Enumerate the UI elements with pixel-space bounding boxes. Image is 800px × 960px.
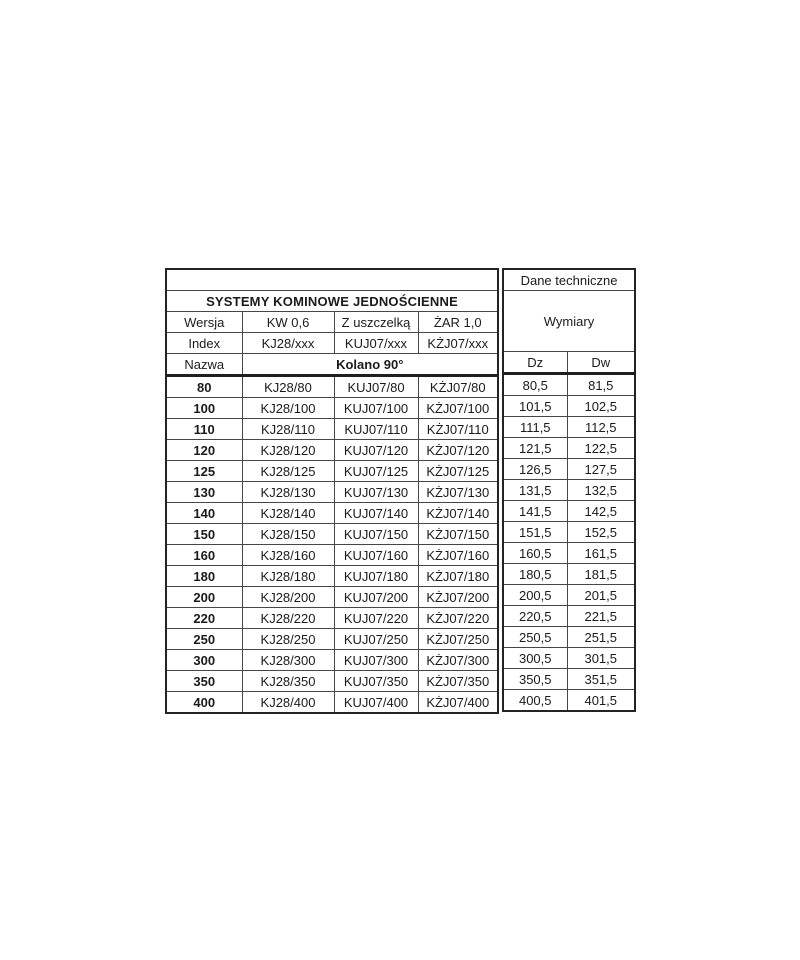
kj28-cell: KJ28/220	[242, 608, 334, 629]
wymiary-row	[503, 291, 635, 352]
dz-cell: 101,5	[503, 396, 567, 417]
dz-cell: 121,5	[503, 438, 567, 459]
dimensions-row	[503, 627, 635, 648]
nazwa-cell: 150	[166, 524, 242, 545]
technical-data-table	[502, 268, 636, 712]
table-row	[166, 440, 498, 461]
kuj07-cell: KUJ07/180	[334, 566, 418, 587]
dz-cell: 126,5	[503, 459, 567, 480]
kuj07-cell: KUJ07/400	[334, 692, 418, 714]
kuj07-cell: KUJ07/100	[334, 398, 418, 419]
empty-header-cell	[166, 269, 498, 291]
kzj07-cell: KŻJ07/350	[418, 671, 498, 692]
nazwa-cell: 300	[166, 650, 242, 671]
dz-dw-row	[503, 352, 635, 374]
dimensions-row	[503, 564, 635, 585]
kzj07-cell: KŻJ07/250	[418, 629, 498, 650]
nazwa-cell: 80	[166, 376, 242, 398]
nazwa-cell: 400	[166, 692, 242, 714]
kj28-cell: KJ28/120	[242, 440, 334, 461]
kzj07-cell: KŻJ07/120	[418, 440, 498, 461]
nazwa-cell: 125	[166, 461, 242, 482]
nazwa-cell: 140	[166, 503, 242, 524]
left-table-header	[166, 269, 498, 376]
nazwa-cell: 350	[166, 671, 242, 692]
dw-cell: 251,5	[567, 627, 635, 648]
right-table-header	[503, 269, 635, 374]
dw-cell: 132,5	[567, 480, 635, 501]
nazwa-cell: 250	[166, 629, 242, 650]
kuj07-cell: KUJ07/350	[334, 671, 418, 692]
wersja-label: Wersja	[166, 312, 242, 333]
kzj07-cell: KŻJ07/180	[418, 566, 498, 587]
dimensions-row	[503, 501, 635, 522]
dw-cell: 351,5	[567, 669, 635, 690]
dimensions-row	[503, 543, 635, 564]
kzj07-cell: KŻJ07/100	[418, 398, 498, 419]
dimensions-row	[503, 417, 635, 438]
wymiary-label: Wymiary	[503, 291, 635, 352]
dw-cell: 127,5	[567, 459, 635, 480]
kzj07-cell: KŻJ07/140	[418, 503, 498, 524]
dz-cell: 151,5	[503, 522, 567, 543]
kj28-cell: KJ28/125	[242, 461, 334, 482]
table-row	[166, 419, 498, 440]
kuj07-cell: KUJ07/110	[334, 419, 418, 440]
kj28-cell: KJ28/140	[242, 503, 334, 524]
kzj07-cell: KŻJ07/400	[418, 692, 498, 714]
kzj07-cell: KŻJ07/200	[418, 587, 498, 608]
nazwa-cell: 220	[166, 608, 242, 629]
dw-cell: 152,5	[567, 522, 635, 543]
table-row	[166, 671, 498, 692]
table-row	[166, 461, 498, 482]
dz-cell: 131,5	[503, 480, 567, 501]
title-row	[166, 291, 498, 312]
dz-cell: 220,5	[503, 606, 567, 627]
dw-cell: 201,5	[567, 585, 635, 606]
product-table-group	[165, 268, 636, 714]
table-row	[166, 524, 498, 545]
left-table-body	[166, 376, 498, 714]
index-kw: KJ28/xxx	[242, 333, 334, 354]
kzj07-cell: KŻJ07/110	[418, 419, 498, 440]
dw-cell: 142,5	[567, 501, 635, 522]
index-zar: KŻJ07/xxx	[418, 333, 498, 354]
kj28-cell: KJ28/150	[242, 524, 334, 545]
dw-column-header: Dw	[567, 352, 635, 374]
dz-column-header: Dz	[503, 352, 567, 374]
dw-cell: 112,5	[567, 417, 635, 438]
nazwa-cell: 160	[166, 545, 242, 566]
kj28-cell: KJ28/130	[242, 482, 334, 503]
wersja-uszczelka: Z uszczelką	[334, 312, 418, 333]
kzj07-cell: KŻJ07/150	[418, 524, 498, 545]
empty-header-row	[166, 269, 498, 291]
kuj07-cell: KUJ07/140	[334, 503, 418, 524]
dz-cell: 180,5	[503, 564, 567, 585]
kuj07-cell: KUJ07/200	[334, 587, 418, 608]
kuj07-cell: KUJ07/125	[334, 461, 418, 482]
kj28-cell: KJ28/110	[242, 419, 334, 440]
kj28-cell: KJ28/300	[242, 650, 334, 671]
kzj07-cell: KŻJ07/300	[418, 650, 498, 671]
wersja-row	[166, 312, 498, 333]
dz-cell: 300,5	[503, 648, 567, 669]
dz-cell: 160,5	[503, 543, 567, 564]
kj28-cell: KJ28/160	[242, 545, 334, 566]
dz-cell: 250,5	[503, 627, 567, 648]
table-row	[166, 482, 498, 503]
dane-techniczne-row	[503, 269, 635, 291]
kuj07-cell: KUJ07/300	[334, 650, 418, 671]
nazwa-cell: 100	[166, 398, 242, 419]
nazwa-cell: 110	[166, 419, 242, 440]
nazwa-label: Nazwa	[166, 354, 242, 376]
dimensions-row	[503, 438, 635, 459]
dw-cell: 401,5	[567, 690, 635, 712]
dz-cell: 200,5	[503, 585, 567, 606]
dimensions-row	[503, 396, 635, 417]
table-row	[166, 376, 498, 398]
table-row	[166, 608, 498, 629]
wersja-kw: KW 0,6	[242, 312, 334, 333]
dz-cell: 80,5	[503, 374, 567, 396]
dimensions-row	[503, 459, 635, 480]
dz-cell: 141,5	[503, 501, 567, 522]
dw-cell: 81,5	[567, 374, 635, 396]
dw-cell: 102,5	[567, 396, 635, 417]
kuj07-cell: KUJ07/130	[334, 482, 418, 503]
dimensions-row	[503, 606, 635, 627]
index-label: Index	[166, 333, 242, 354]
table-title: SYSTEMY KOMINOWE JEDNOŚCIENNE	[166, 291, 498, 312]
dz-cell: 111,5	[503, 417, 567, 438]
dimensions-row	[503, 522, 635, 543]
product-table	[165, 268, 499, 714]
dw-cell: 301,5	[567, 648, 635, 669]
kj28-cell: KJ28/200	[242, 587, 334, 608]
kzj07-cell: KŻJ07/80	[418, 376, 498, 398]
kzj07-cell: KŻJ07/220	[418, 608, 498, 629]
kuj07-cell: KUJ07/120	[334, 440, 418, 461]
kzj07-cell: KŻJ07/160	[418, 545, 498, 566]
right-table-body	[503, 374, 635, 712]
dimensions-row	[503, 374, 635, 396]
dimensions-row	[503, 480, 635, 501]
nazwa-cell: 120	[166, 440, 242, 461]
dw-cell: 122,5	[567, 438, 635, 459]
kj28-cell: KJ28/250	[242, 629, 334, 650]
kzj07-cell: KŻJ07/125	[418, 461, 498, 482]
dimensions-row	[503, 648, 635, 669]
kj28-cell: KJ28/80	[242, 376, 334, 398]
table-row	[166, 398, 498, 419]
table-row	[166, 629, 498, 650]
table-row	[166, 545, 498, 566]
dw-cell: 181,5	[567, 564, 635, 585]
table-row	[166, 503, 498, 524]
nazwa-cell: 180	[166, 566, 242, 587]
kj28-cell: KJ28/350	[242, 671, 334, 692]
nazwa-row	[166, 354, 498, 376]
kuj07-cell: KUJ07/160	[334, 545, 418, 566]
dane-techniczne-label: Dane techniczne	[503, 269, 635, 291]
table-row	[166, 692, 498, 714]
kj28-cell: KJ28/400	[242, 692, 334, 714]
nazwa-value: Kolano 90°	[242, 354, 498, 376]
dz-cell: 350,5	[503, 669, 567, 690]
dz-cell: 400,5	[503, 690, 567, 712]
table-row	[166, 587, 498, 608]
dimensions-row	[503, 585, 635, 606]
table-row	[166, 650, 498, 671]
index-row	[166, 333, 498, 354]
kj28-cell: KJ28/180	[242, 566, 334, 587]
kuj07-cell: KUJ07/150	[334, 524, 418, 545]
index-uszczelka: KUJ07/xxx	[334, 333, 418, 354]
dimensions-row	[503, 690, 635, 712]
kuj07-cell: KUJ07/80	[334, 376, 418, 398]
kuj07-cell: KUJ07/220	[334, 608, 418, 629]
kuj07-cell: KUJ07/250	[334, 629, 418, 650]
nazwa-cell: 130	[166, 482, 242, 503]
wersja-zar: ŻAR 1,0	[418, 312, 498, 333]
dw-cell: 161,5	[567, 543, 635, 564]
dimensions-row	[503, 669, 635, 690]
dw-cell: 221,5	[567, 606, 635, 627]
kzj07-cell: KŻJ07/130	[418, 482, 498, 503]
kj28-cell: KJ28/100	[242, 398, 334, 419]
nazwa-cell: 200	[166, 587, 242, 608]
table-row	[166, 566, 498, 587]
